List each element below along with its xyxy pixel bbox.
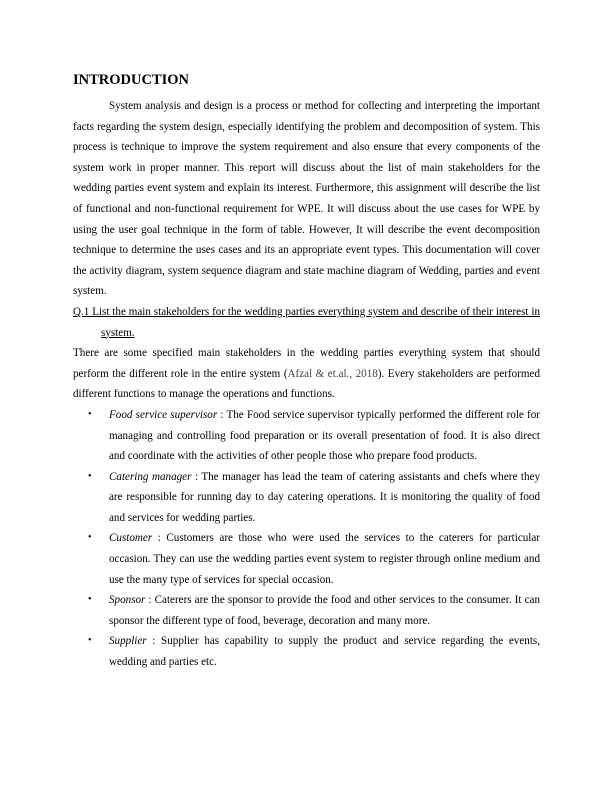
list-item [88, 405, 540, 467]
stakeholder-description: : The manager has lead the team of catering assistants and chefs where they are responsible for running day to day catering operations. It is monitoring the quality of food and services for wedding parties. [109, 470, 540, 524]
stakeholder-description: : Supplier has capability to supply the product and service regarding the events, wedding and parties etc. [109, 635, 540, 669]
question-heading: Q.1 List the main stakeholders for the wedding parties everything system and describe of their interest in system. [73, 305, 540, 339]
stakeholder-term: Sponsor [109, 594, 146, 607]
stakeholders-intro-text-end: ). Every stakeholders are performed different functions to manage the operations and functions. [73, 367, 541, 401]
intro-paragraph: System analysis and design is a process or method for collecting and interpreting the important facts regarding the system design, especially identifying the problem and decomposition of system. This process is technique to improve the system requirement and also ensure that every components of the system work in proper manner. This report will discuss about the list of main stakeholders for the wedding parties event system and explain its interest. Furthermore, this assignment will describe the list of functional and non-functional requirement for WPE. It will discuss about the use cases for WPE by using the user goal technique in the form of table. However, It will describe the event decomposition technique to determine the uses cases and its an appropriate event types. This documentation will cover the activity diagram, system sequence diagram and state machine diagram of Wedding, parties and event system. [73, 100, 540, 298]
bullet-icon: • [88, 532, 92, 544]
bullet-icon: • [88, 594, 92, 606]
section-heading: INTRODUCTION [73, 72, 190, 88]
citation: Afzal & et.al., 2018 [287, 367, 378, 380]
stakeholders-list [73, 405, 540, 673]
stakeholder-term: Customer [109, 532, 153, 545]
list-item [88, 528, 540, 590]
stakeholder-term: Food service supervisor [109, 408, 218, 421]
stakeholder-description: : Caterers are the sponsor to provide the food and other services to the consumer. It can sponsor the different type of food, beverage, decoration and many more. [109, 594, 540, 627]
bullet-icon: • [88, 635, 92, 647]
stakeholder-description: : Customers are those who were used the services to the caterers for particular occasion. They can use the wedding parties event system to register through online medium and use the many type of services for special occasion. [109, 532, 540, 586]
stakeholder-term: Catering manager [109, 470, 192, 483]
bullet-icon: • [88, 470, 92, 482]
list-item [88, 467, 540, 529]
stakeholders-intro-text: There are some specified main stakeholders in the wedding parties everything system that should perform the different role in the entire system ( [73, 347, 540, 380]
list-item [88, 590, 540, 631]
stakeholders-intro-paragraph [73, 343, 540, 405]
list-item [88, 631, 540, 672]
stakeholder-description: : The Food service supervisor typically performed the different role for managing and controlling food preparation or its overall presentation of food. It is also direct and coordinate with the activities of other people those who prepare food products. [109, 408, 540, 463]
bullet-icon: • [88, 408, 92, 420]
stakeholder-term: Supplier [109, 635, 147, 648]
document-page [73, 70, 540, 673]
